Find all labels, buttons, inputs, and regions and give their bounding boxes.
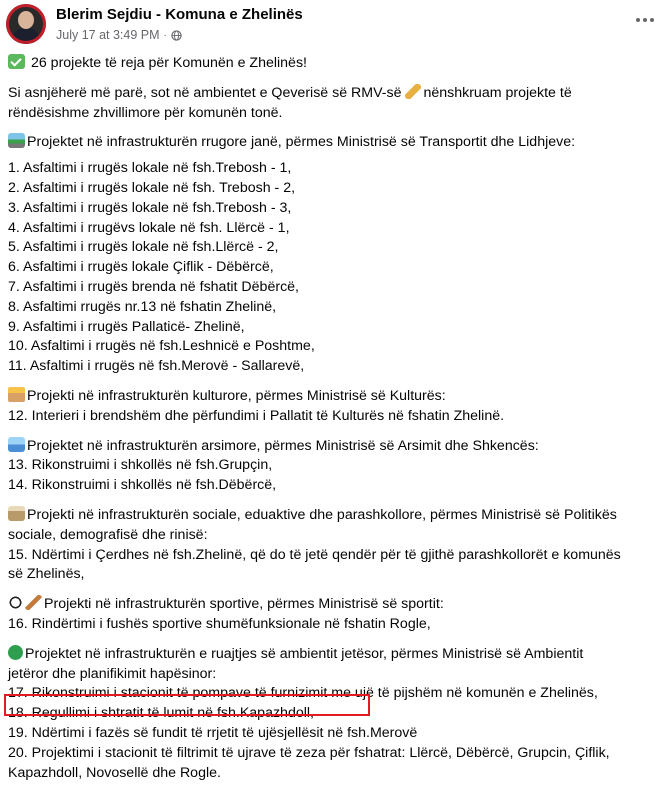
section-heading-cont: sociale, demografisë dhe rinisë:	[8, 526, 208, 543]
intro	[8, 84, 663, 124]
section-heading: Projektet në infrastrukturën rrugore janë, përmes Ministrisë së Transportit dhe Lidhjeve:	[27, 134, 576, 151]
author-name[interactable]: Blerim Sejdiu - Komuna e Zhelinës	[56, 6, 303, 23]
baseball-icon	[25, 595, 42, 610]
list-item: 9. Asfaltimi i rrugës Pallaticë- Zhelinë,	[8, 318, 245, 335]
section-heading: Projekti në infrastrukturën sportive, përmes Ministrisë së sportit:	[44, 596, 444, 613]
section-heading: Projektet në infrastrukturën e ruajtjes së ambientit jetësor, përmes Ministrisë së Ambientit	[25, 645, 584, 662]
highlight-box	[4, 694, 370, 716]
list-item: 6. Asfaltimi i rrugës lokale Çiflik - Dëbërcë,	[8, 259, 274, 276]
post-date[interactable]: July 17 at 3:49 PM	[56, 28, 160, 42]
post-body	[8, 54, 663, 793]
soccer-ball-icon	[8, 595, 23, 610]
avatar-ring	[6, 4, 46, 44]
list-item: 1. Asfaltimi i rrugës lokale në fsh.Trebosh - 1,	[8, 160, 292, 177]
list-item: 20. Projektimi i stacionit të filtrimit të ujrave të zeza për fshatrat: Llërcë, Dëbërcë, Grupcin, Çiflik,	[8, 744, 610, 761]
separator-dot: ·	[163, 29, 167, 41]
list-item: 4. Asfaltimi i rrugëvs lokale në fsh. Llërcë - 1,	[8, 219, 290, 236]
list-item: Kapazhdoll, Novosellë dhe Rogle.	[8, 764, 221, 781]
section-roads	[8, 133, 663, 377]
section-heading: Projektet në infrastrukturën arsimore, përmes Ministrisë së Arsimit dhe Shkencës:	[27, 437, 539, 454]
list-item: së Zhelinës,	[8, 566, 85, 583]
list-item: 5. Asfaltimi i rrugës lokale në fsh.Llërcë - 2,	[8, 239, 279, 256]
list-item: 7. Asfaltimi i rrugës brenda në fshatit Dëbërcë,	[8, 278, 299, 295]
headline-text: 26 projekte të reja për Komunën e Zhelinës!	[30, 55, 307, 71]
section-culture	[8, 387, 663, 427]
section-heading: Projekti në infrastrukturën sociale, eduaktive dhe parashkollore, përmes Ministrisë së Politikës	[27, 506, 617, 523]
writing-hand-icon	[405, 84, 421, 99]
list-item: 12. Interieri i brendshëm dhe përfundimi i Pallatit të Kulturës në fshatin Zhelinë.	[8, 407, 505, 424]
list-item: 10. Asfaltimi i rrugës në fsh.Leshnicë e Poshtme,	[8, 338, 315, 355]
bank-icon	[8, 506, 25, 521]
more-options-icon[interactable]	[631, 10, 659, 30]
intro-text-1: Si asnjëherë më parë, sot në ambientet e Qeverisë së RMV-së	[8, 84, 406, 101]
section-heading-cont: jetëror dhe planifikimit hapësinor:	[8, 665, 217, 682]
recycle-icon	[8, 645, 23, 660]
house-icon	[8, 387, 25, 402]
post-header	[0, 0, 669, 48]
list-item: 8. Asfaltimi rrugës nr.13 në fshatin Zhelinë,	[8, 298, 277, 315]
list-item-highlighted: 18. Regullimi i shtratit të lumit në fsh.Kapazhdoll,	[8, 705, 314, 722]
list-item: 13. Rikonstruimi i shkollës në fsh.Grupçin,	[8, 457, 273, 474]
section-education	[8, 437, 663, 496]
list-item: 16. Rindërtimi i fushës sportive shumëfunksionale në fshatin Rogle,	[8, 615, 431, 632]
intro-text-1b: nënshkruam projekte të	[423, 84, 572, 101]
headline	[8, 54, 663, 74]
list-item: 14. Rikonstruimi i shkollës në fsh.Dëbërcë,	[8, 477, 277, 494]
list-item: 11. Asfaltimi i rrugës në fsh.Merovë - Sallarevë,	[8, 358, 305, 375]
list-item: 17. Rikonstruimi i stacionit të pompave të furnizimit me ujë të pijshëm në komunën e Zhelinës,	[8, 685, 598, 702]
avatar[interactable]	[6, 4, 46, 44]
road-icon	[8, 133, 25, 148]
section-heading: Projekti në infrastrukturën kulturore, përmes Ministrisë së Kulturës:	[27, 387, 446, 404]
post-meta	[56, 28, 182, 42]
intro-text-2: rëndësishme zhvillimore për komunën tonë.	[8, 104, 283, 121]
list-item: 3. Asfaltimi i rrugës lokale në fsh.Trebosh - 3,	[8, 199, 292, 216]
list-item: 2. Asfaltimi i rrugës lokale në fsh. Trebosh - 2,	[8, 179, 296, 196]
check-mark-icon	[8, 54, 25, 69]
list-item: 15. Ndërtimi i Çerdhes në fsh.Zhelinë, që do të jetë qendër për të gjithë parashkollorët e komunës	[8, 546, 621, 563]
section-social	[8, 506, 663, 585]
school-icon	[8, 437, 25, 452]
list-item: 19. Ndërtimi i fazës së fundit të rrjetit të ujësjellësit në fsh.Merovë	[8, 724, 418, 741]
section-sports	[8, 595, 663, 635]
globe-icon[interactable]	[171, 30, 182, 41]
